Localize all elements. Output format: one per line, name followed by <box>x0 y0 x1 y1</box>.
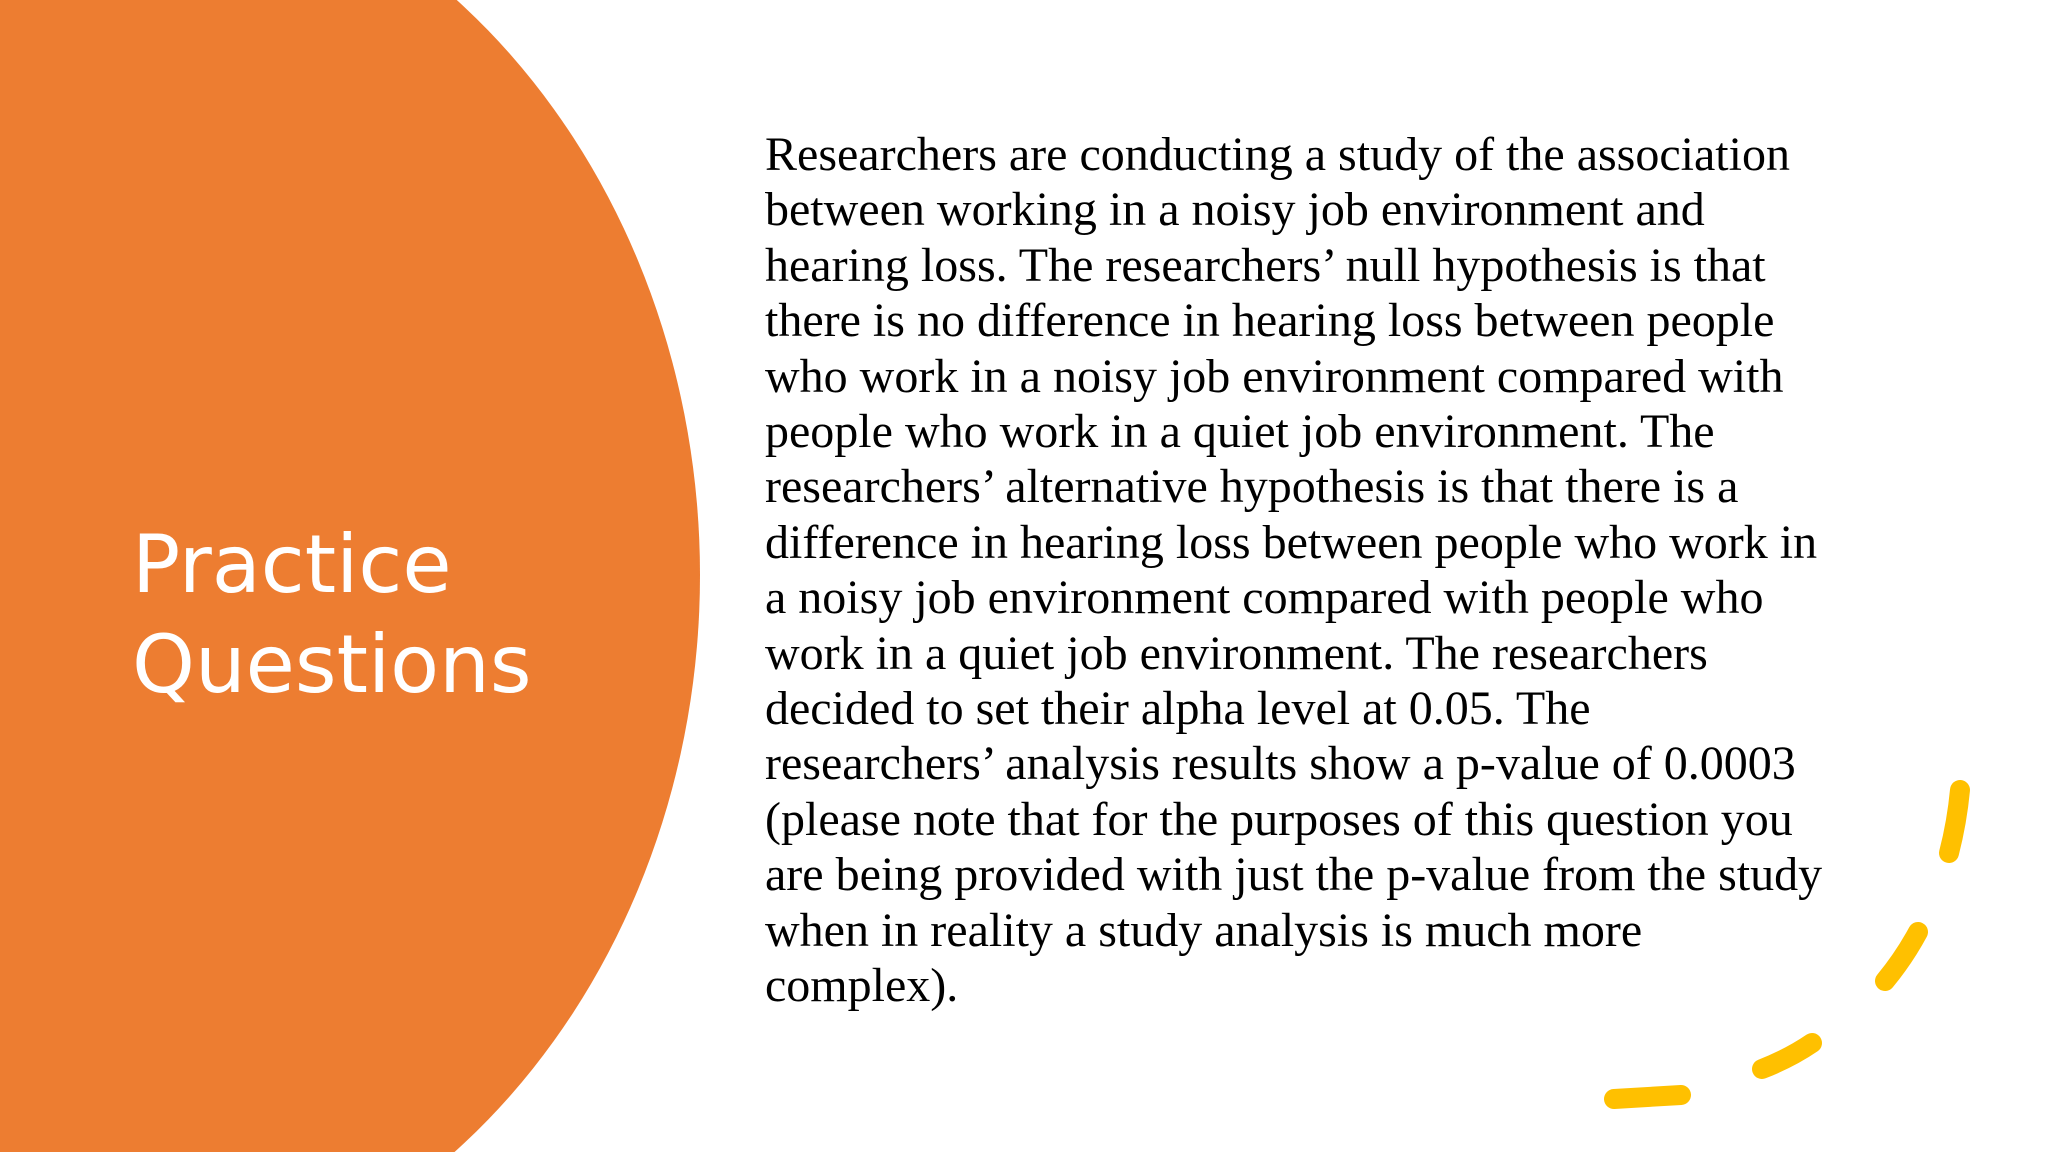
question-text-line: between working in a noisy job environment and <box>765 183 1705 237</box>
question-text-line: researchers’ analysis results show a p-value of 0.0003 <box>765 737 1796 791</box>
question-text-line: complex). <box>765 959 959 1013</box>
dashed-curve-segment <box>1614 1095 1681 1099</box>
question-text <box>765 127 1915 1014</box>
slide-title-line: Practice <box>132 518 452 611</box>
question-text-line: (please note that for the purposes of this question you <box>765 792 1793 846</box>
question-text-line: who work in a noisy job environment compared with <box>765 349 1784 403</box>
question-text-line: when in reality a study analysis is much more <box>765 903 1643 957</box>
question-text-line: there is no difference in hearing loss between people <box>765 294 1775 348</box>
question-text-line: are being provided with just the p-value from the study <box>765 848 1823 902</box>
question-text-line: hearing loss. The researchers’ null hypothesis is that <box>765 238 1766 292</box>
dashed-curve-segment <box>1949 790 1960 853</box>
question-text-line: people who work in a quiet job environment. The <box>765 405 1715 459</box>
slide-title-line: Questions <box>132 618 532 711</box>
question-text-line: decided to set their alpha level at 0.05. The <box>765 682 1591 736</box>
question-text-line: work in a quiet job environment. The researchers <box>765 626 1708 680</box>
slide-title <box>132 515 652 715</box>
question-text-line: difference in hearing loss between people who work in <box>765 515 1818 569</box>
question-text-line: Researchers are conducting a study of the association <box>765 128 1790 181</box>
dashed-curve-segment <box>1762 1043 1812 1069</box>
question-text-line: a noisy job environment compared with people who <box>765 571 1764 625</box>
question-text-line: researchers’ alternative hypothesis is that there is a <box>765 460 1739 514</box>
